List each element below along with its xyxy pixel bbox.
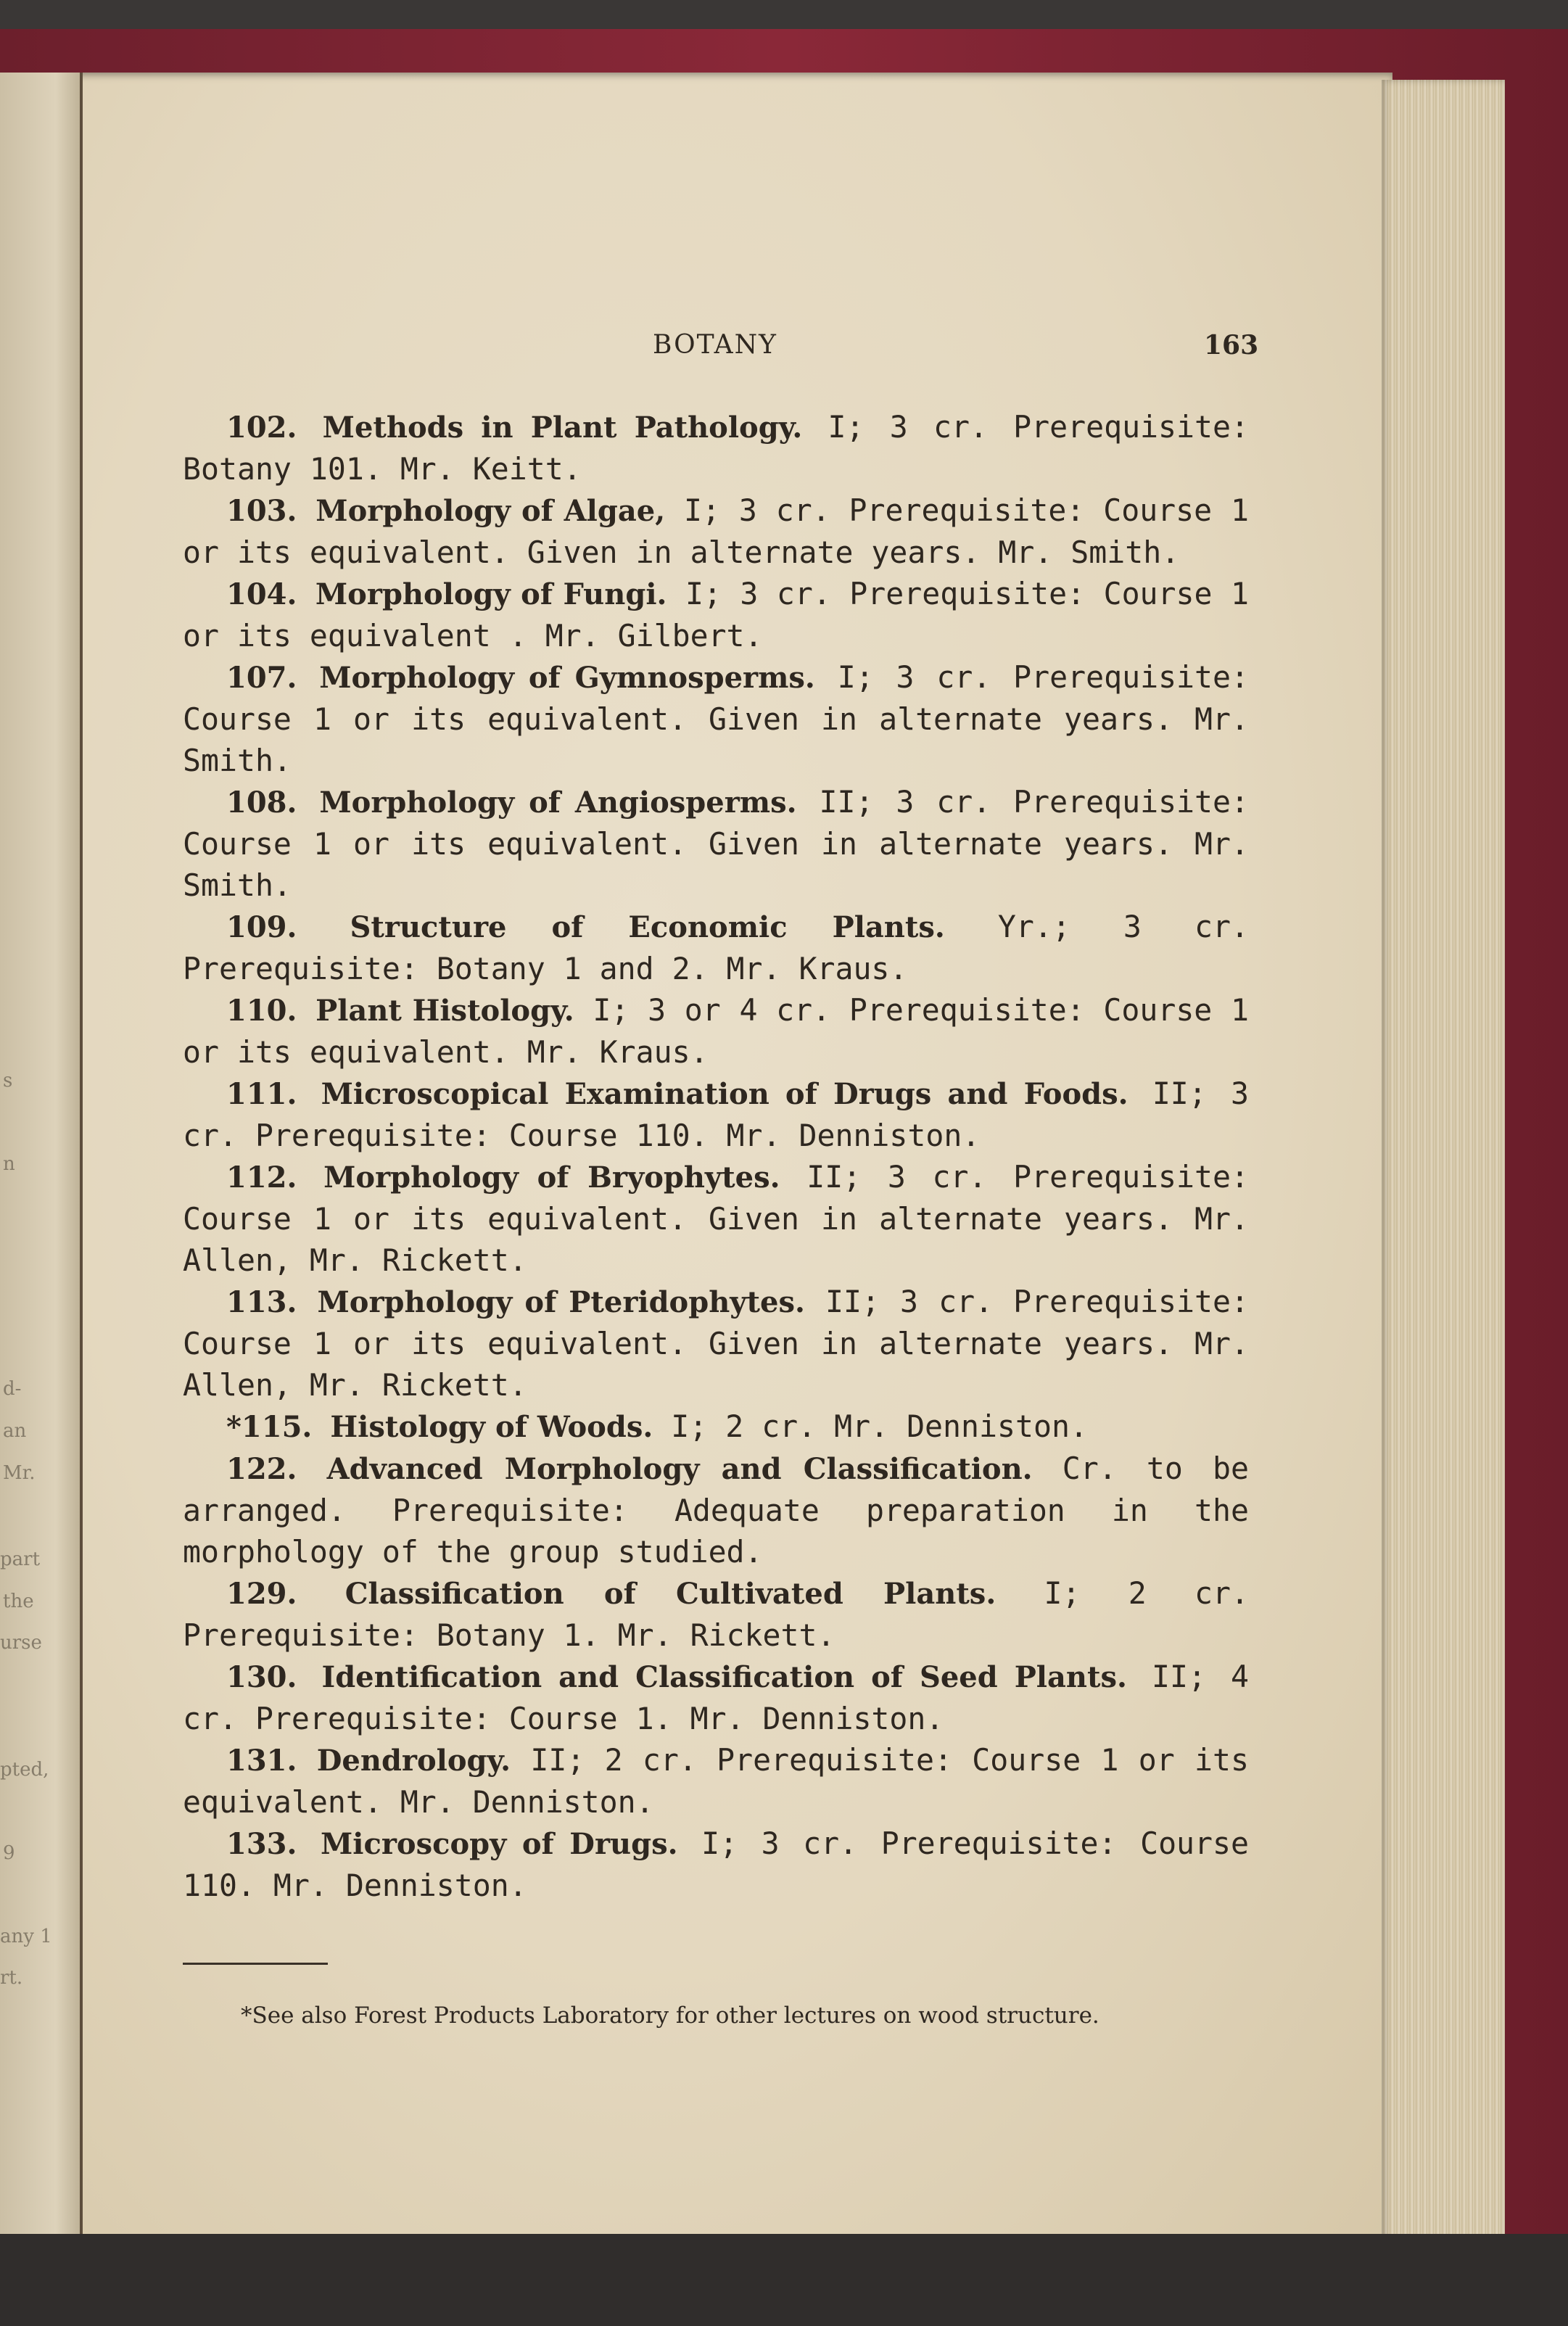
left-fragment: Mr.	[3, 1462, 36, 1484]
course-number: 107.	[226, 661, 297, 695]
left-fragment: urse	[0, 1632, 42, 1654]
course-details: I; 3 cr. Prerequisite: Course 110. Mr. Denniston.	[183, 1826, 1249, 1903]
course-title: Dendrology.	[316, 1744, 511, 1778]
course-number: *115.	[226, 1410, 313, 1444]
course-details: Yr.; 3 cr. Prerequisite: Botany 1 and 2. Mr. Kraus.	[183, 909, 1249, 986]
course-title: Morphology of Fungi.	[315, 577, 667, 611]
course-details: II; 4 cr. Prerequisite: Course 1. Mr. Denniston.	[183, 1659, 1249, 1736]
left-fragment: rt.	[0, 1967, 23, 1989]
footnote: *See also Forest Products Laboratory for other lectures on wood structure.	[241, 2003, 1099, 2029]
course-number: 109.	[226, 910, 297, 944]
course-title: Advanced Morphology and Classification.	[326, 1452, 1033, 1486]
course-entry	[183, 1281, 1249, 1406]
course-entry	[183, 1823, 1249, 1906]
course-title: Identification and Classification of Seed Plants.	[321, 1660, 1127, 1694]
left-fragment: d-	[3, 1378, 22, 1400]
page-edges	[1382, 80, 1505, 2241]
course-entry	[183, 1448, 1249, 1572]
course-details: I; 3 cr. Prerequisite: Botany 101. Mr. Keitt.	[183, 409, 1249, 487]
course-entry	[183, 1656, 1249, 1739]
course-details: Cr. to be arranged. Prerequisite: Adequate preparation in the morphology of the group studied.	[183, 1451, 1249, 1570]
previous-page-sliver	[0, 73, 83, 2234]
left-fragment: any 1	[0, 1926, 52, 1947]
left-fragment: n	[3, 1153, 15, 1175]
left-fragment: pted,	[0, 1759, 49, 1781]
course-title: Morphology of Gymnosperms.	[319, 661, 815, 695]
course-title: Microscopy of Drugs.	[321, 1827, 678, 1861]
course-entry	[183, 989, 1249, 1073]
course-entry	[183, 656, 1249, 781]
course-entry	[183, 1572, 1249, 1656]
course-details: I; 2 cr. Prerequisite: Botany 1. Mr. Rickett.	[183, 1575, 1249, 1653]
course-title: Structure of Economic Plants.	[350, 910, 945, 944]
course-number: 122.	[226, 1452, 297, 1486]
course-number: 110.	[226, 994, 297, 1028]
course-number: 129.	[226, 1577, 297, 1611]
left-fragment: an	[3, 1420, 27, 1442]
section-title: BOTANY	[653, 330, 777, 360]
course-details: I; 3 cr. Prerequisite: Course 1 or its equivalent. Given in alternate years. Mr. Smith.	[183, 492, 1249, 570]
bottom-shadow	[0, 2234, 1568, 2326]
course-number: 133.	[226, 1827, 297, 1861]
course-title: Morphology of Angiosperms.	[319, 785, 797, 820]
course-details: II; 2 cr. Prerequisite: Course 1 or its equivalent. Mr. Denniston.	[183, 1742, 1249, 1820]
course-title: Microscopical Examination of Drugs and Foods.	[321, 1077, 1128, 1111]
course-number: 104.	[226, 577, 297, 611]
course-details: I; 3 cr. Prerequisite: Course 1 or its equivalent . Mr. Gilbert.	[183, 576, 1249, 653]
course-details: II; 3 cr. Prerequisite: Course 1 or its equivalent. Given in alternate years. Mr. Allen, Mr. Rickett.	[183, 1159, 1249, 1278]
course-number: 113.	[226, 1285, 297, 1319]
course-entry	[183, 1073, 1249, 1156]
left-fragment: s	[3, 1070, 13, 1092]
course-number: 131.	[226, 1744, 297, 1778]
course-entry	[183, 573, 1249, 656]
left-fragment: 9	[3, 1842, 15, 1864]
course-entry	[183, 781, 1249, 906]
course-details: II; 3 cr. Prerequisite: Course 110. Mr. Denniston.	[183, 1076, 1249, 1153]
course-details: I; 3 cr. Prerequisite: Course 1 or its equivalent. Given in alternate years. Mr. Smith.	[183, 659, 1249, 778]
course-title: Methods in Plant Pathology.	[322, 411, 803, 445]
course-title: Histology of Woods.	[330, 1410, 653, 1444]
running-head	[0, 330, 1568, 374]
course-number: 103.	[226, 494, 297, 528]
course-number: 108.	[226, 785, 297, 820]
course-title: Morphology of Bryophytes.	[323, 1160, 780, 1195]
course-title: Morphology of Pteridophytes.	[317, 1285, 805, 1319]
course-list	[183, 406, 1249, 1906]
course-entry	[183, 406, 1249, 490]
left-fragment: the	[3, 1591, 34, 1612]
course-entry	[183, 1156, 1249, 1281]
course-entry	[183, 490, 1249, 573]
course-number: 130.	[226, 1660, 297, 1694]
footnote-rule	[183, 1963, 328, 1965]
course-entry	[183, 906, 1249, 989]
course-number: 112.	[226, 1160, 297, 1195]
course-number: 102.	[226, 411, 297, 445]
course-number: 111.	[226, 1077, 297, 1111]
course-entry	[183, 1406, 1249, 1448]
course-details: II; 3 cr. Prerequisite: Course 1 or its equivalent. Given in alternate years. Mr. Smith.	[183, 784, 1249, 903]
course-details: II; 3 cr. Prerequisite: Course 1 or its equivalent. Given in alternate years. Mr. Allen, Mr. Rickett.	[183, 1284, 1249, 1403]
course-title: Morphology of Algae,	[315, 494, 666, 528]
course-title: Classification of Cultivated Plants.	[344, 1577, 996, 1611]
left-fragment: part	[0, 1548, 41, 1570]
course-title: Plant Histology.	[315, 994, 574, 1028]
course-details: I; 2 cr. Mr. Denniston.	[671, 1409, 1088, 1444]
page-number: 163	[1204, 330, 1259, 360]
course-details: I; 3 or 4 cr. Prerequisite: Course 1 or its equivalent. Mr. Kraus.	[183, 992, 1249, 1070]
course-entry	[183, 1739, 1249, 1823]
